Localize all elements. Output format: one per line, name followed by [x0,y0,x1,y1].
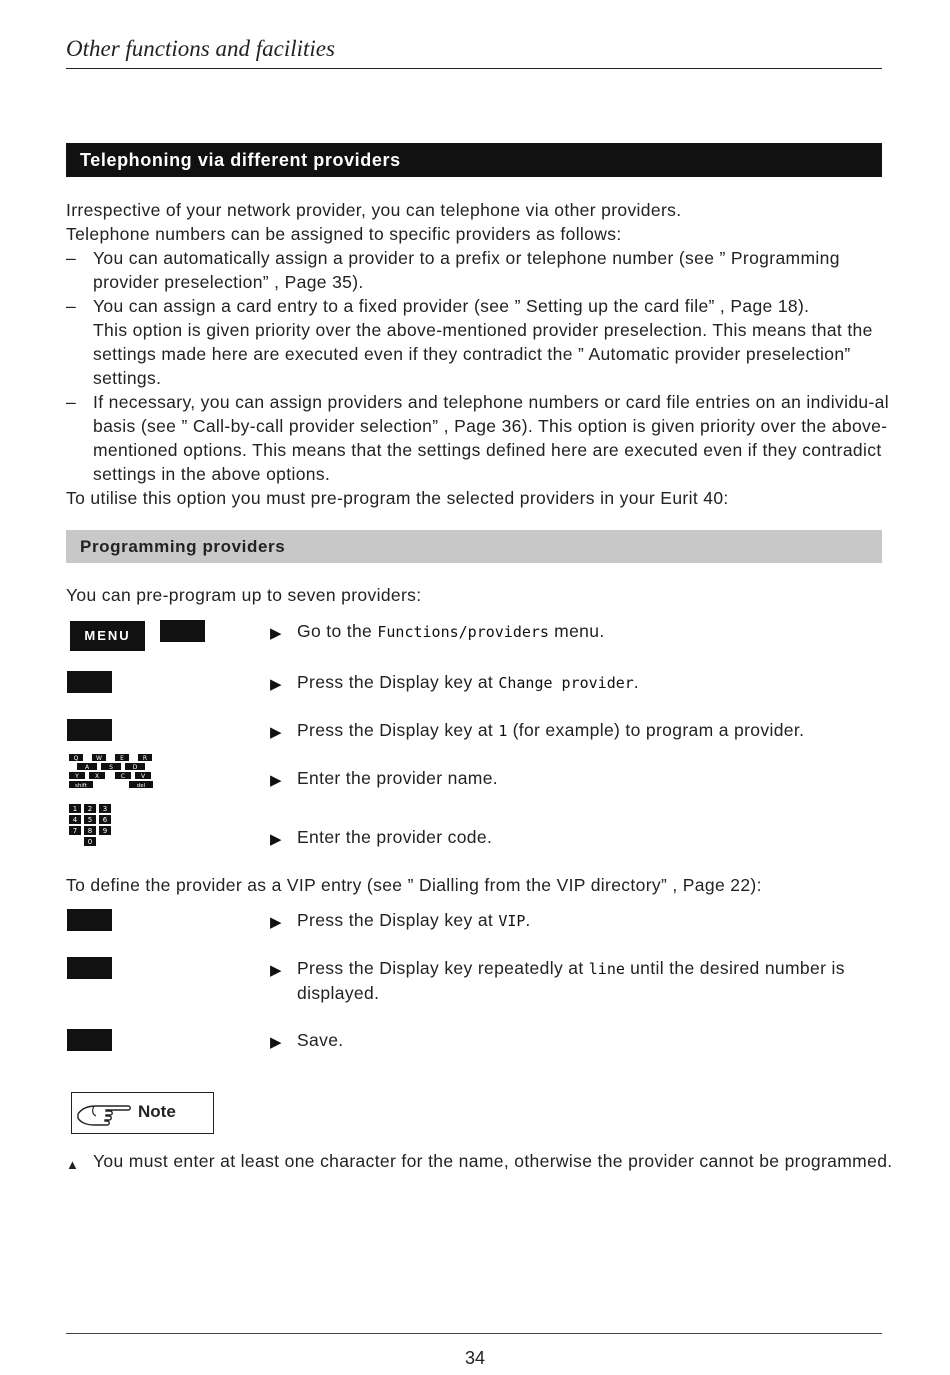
keypad-key-label: 4 [72,816,78,824]
bullet-paragraph: You can automatically assign a provider to a prefix or telephone number (see ” Programming provider preselection” , Page 35). [93,248,840,292]
keyboard-key-label: X [94,773,100,780]
keypad-key-label: 3 [102,805,108,813]
intro-closing: To utilise this option you must pre-program the selected providers in your Eurit 40: [66,488,729,508]
arrow-icon: ▶ [270,914,282,931]
arrow-icon: ▶ [270,724,282,741]
display-key-icon [67,957,112,979]
arrow-icon: ▶ [270,962,282,979]
step-text: Press the Display key at 1 (for example) to program a provider. [297,720,805,740]
keyboard-key-label: shift [75,783,87,789]
bullet-dash: – [66,296,77,316]
arrow-icon: ▶ [270,625,282,642]
keyboard-key-label: A [84,764,90,771]
keyboard-key-label: W [96,755,102,762]
note-text: You must enter at least one character for the name, otherwise the provider cannot be programmed. [93,1151,893,1171]
keyboard-key-label: D [132,764,138,771]
intro-text [66,198,896,510]
step-text: Enter the provider code. [297,827,493,847]
note-label: Note [138,1102,176,1121]
display-key-icon [67,1029,112,1051]
bullet-item [66,294,896,390]
header-rule [66,68,882,69]
keypad-key-label: 0 [87,838,93,846]
section-heading: Telephoning via different providers [66,143,882,177]
display-key-icon [67,719,112,741]
page-number: 34 [464,1348,486,1368]
bullet-item [66,390,896,486]
vip-line: To define the provider as a VIP entry (see ” Dialling from the VIP directory” , Page 22): [66,875,762,895]
display-text: Change provider [498,674,634,692]
preprogram-line: You can pre-program up to seven providers: [66,585,422,605]
intro-line: Telephone numbers can be assigned to specific providers as follows: [66,224,622,244]
arrow-icon: ▶ [270,831,282,848]
keypad-key-label: 6 [102,816,108,824]
display-text: Functions/providers [377,623,549,641]
step-text: Save. [297,1030,344,1050]
step-text: Press the Display key repeatedly at line until the desired number is displayed. [297,958,845,1003]
footer-rule [66,1333,882,1334]
keypad-key-label: 2 [87,805,93,813]
keyboard-icon [67,754,155,790]
pointing-hand-icon [76,1100,134,1126]
step-text: Go to the Functions/providers menu. [297,621,605,641]
running-head: Other functions and facilities [66,36,335,61]
menu-key-icon: MENU [70,621,145,651]
keyboard-key-label: R [142,755,148,762]
step-text: Enter the provider name. [297,768,499,788]
keypad-key-label: 8 [87,827,93,835]
display-key-icon [67,909,112,931]
display-key-icon [67,671,112,693]
keypad-key-label: 7 [72,827,78,835]
bullet-dash: – [66,392,77,412]
keyboard-key-label: S [109,764,113,771]
keyboard-key-label: Q [73,755,79,762]
bullet-dash: – [66,248,77,268]
display-text: line [588,960,625,978]
bullet-list [66,246,896,486]
bullet-paragraph: You can assign a card entry to a fixed provider (see ” Setting up the card file” , Page 18). [93,296,810,316]
arrow-icon: ▶ [270,676,282,693]
subsection-heading: Programming providers [66,530,882,563]
bullet-paragraph: If necessary, you can assign providers and telephone numbers or card file entries on an individu-al basis (see ” Call-by-call provider selection” , Page 36). This option is given priority over the above-mentioned options. This means that the settings defined here are executed even if they contradict settings in the above options. [93,392,890,484]
warning-triangle-icon: ▲ [66,1157,80,1172]
step-text: Press the Display key at Change provider. [297,672,640,692]
note-box [71,1092,214,1134]
arrow-icon: ▶ [270,772,282,789]
display-text: 1 [498,722,508,740]
bullet-item [66,246,896,294]
keyboard-key-label: del [136,783,146,789]
keypad-key-label: 9 [102,827,108,835]
arrow-icon: ▶ [270,1034,282,1051]
keyboard-key-label: C [120,773,126,780]
keypad-key-label: 5 [87,816,93,824]
step-text: Press the Display key at VIP. [297,910,531,930]
keyboard-key-label: E [120,755,124,762]
keypad-key-label: 1 [72,805,78,813]
intro-line: Irrespective of your network provider, you can telephone via other providers. [66,200,682,220]
display-text: VIP [498,912,526,930]
keyboard-key-label: V [140,773,146,780]
bullet-paragraph: This option is given priority over the above-mentioned provider preselection. This means that the settings made here are executed even if they contradict the ” Automatic provider preselection” settings. [93,320,873,388]
keypad-icon [67,804,115,848]
keyboard-key-label: Y [75,773,79,780]
display-key-icon [160,620,205,642]
